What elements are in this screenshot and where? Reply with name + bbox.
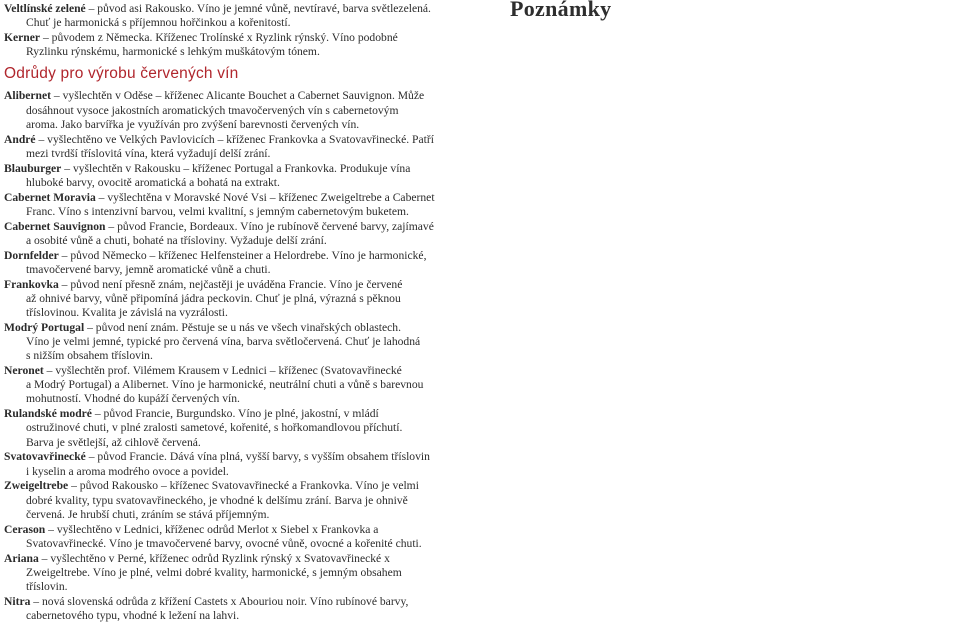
- variety-text: – vyšlechtěn v Rakousku – kříženec Portugal a Frankovka. Produkuje vína: [61, 161, 411, 175]
- variety-name: Modrý Portugal: [4, 320, 85, 334]
- variety-description-line: [4, 292, 472, 306]
- variety-description-line: [4, 335, 472, 349]
- variety-description-first-line: [4, 162, 472, 176]
- variety-text: a osobité vůně a chuti, bohaté na třísloviny. Vyžaduje delší zrání.: [26, 233, 327, 247]
- variety-text: s nižším obsahem tříslovin.: [26, 349, 153, 363]
- variety-text: – nová slovenská odrůda z křížení Castets x Abouriou noir. Víno rubínové barvy,: [30, 594, 409, 608]
- variety-description-line: [4, 566, 472, 580]
- variety-text: mezi tvrdší tříslovitá vína, která vyžadují delší zrání.: [26, 146, 271, 160]
- variety-entry: [4, 220, 472, 248]
- variety-description-line: [4, 378, 472, 392]
- variety-text: i kyselin a aroma modrého ovoce a povidel.: [26, 464, 229, 478]
- variety-description-line: [4, 494, 472, 508]
- variety-description-first-line: [4, 89, 472, 103]
- variety-text: – původ Francie, Burgundsko. Víno je plné, jakostní, v mládí: [91, 407, 379, 421]
- variety-name: Ariana: [4, 551, 39, 565]
- variety-entry: [4, 552, 472, 595]
- variety-text: aroma. Jako barvířka je využíván pro zvýšení barevnosti červených vín.: [26, 117, 360, 131]
- variety-name: André: [4, 132, 36, 146]
- variety-text: – původ Rakousko – kříženec Svatovavřinecké a Frankovka. Víno je velmi: [68, 479, 419, 493]
- variety-name: Zweigeltrebe: [4, 479, 69, 493]
- variety-description-first-line: [4, 479, 472, 493]
- variety-description-first-line: [4, 31, 472, 45]
- variety-text: cabernetového typu, vhodné k ležení na lahvi.: [26, 609, 240, 623]
- notes-title: Poznámky: [510, 0, 612, 21]
- variety-description-first-line: [4, 595, 472, 609]
- variety-entry: [4, 89, 472, 132]
- variety-entry: [4, 407, 472, 450]
- variety-name: Alibernet: [4, 89, 52, 103]
- variety-text: hluboké barvy, ovocitě aromatická a bohatá na extrakt.: [26, 175, 280, 189]
- variety-text: ostružinové chuti, v plné zralosti sametové, kořenité, s hořkomandlovou příchutí.: [26, 421, 403, 435]
- variety-text: Zweigeltrebe. Víno je plné, velmi dobré kvality, harmonické, s jemným obsahem: [26, 565, 402, 579]
- variety-text: Chuť je harmonická s příjemnou hořčinkou a kořenitostí.: [26, 16, 291, 30]
- variety-text: tříslovinou. Kvalita je závislá na vyzrálosti.: [26, 306, 228, 320]
- section-heading-red-wines: Odrůdy pro výrobu červených vín: [4, 65, 239, 83]
- variety-description-line: [4, 537, 472, 551]
- variety-entry: [4, 191, 472, 219]
- variety-description-line: [4, 16, 472, 30]
- variety-description-first-line: [4, 321, 472, 335]
- variety-name: Veltlínské zelené: [4, 2, 86, 15]
- variety-text: – původ Francie, Bordeaux. Víno je rubínově červené barvy, zajímavé: [105, 219, 434, 233]
- variety-text: Víno je velmi jemné, typické pro červená vína, barva světločervená. Chuť je lahodná: [26, 335, 421, 349]
- variety-text: – vyšlechtěno v Perné, kříženec odrůd Ryzlink rýnský x Svatovavřinecké x: [38, 551, 390, 565]
- variety-name: Cabernet Moravia: [4, 190, 96, 204]
- variety-description-first-line: [4, 552, 472, 566]
- variety-description-line: [4, 421, 472, 435]
- variety-text: – vyšlechtěna v Moravské Nové Vsi – kříženec Zweigeltrebe a Cabernet: [95, 190, 435, 204]
- variety-text: Ryzlinku rýnskému, harmonické s lehkým muškátovým tónem.: [26, 45, 320, 59]
- variety-description-line: [4, 147, 472, 161]
- variety-description-line: [4, 465, 472, 479]
- variety-entry: [4, 31, 472, 59]
- variety-description-line: [4, 508, 472, 522]
- variety-text: – původem z Německa. Kříženec Trolínské x Ryzlink rýnský. Víno podobné: [40, 31, 398, 44]
- variety-text: – vyšlechtěn prof. Vilémem Krausem v Lednici – kříženec (Svatovavřinecké: [43, 364, 402, 378]
- variety-name: Cabernet Sauvignon: [4, 219, 106, 233]
- varieties-column: [4, 2, 472, 624]
- variety-entry: [4, 450, 472, 478]
- variety-description-line: [4, 609, 472, 623]
- variety-description-first-line: [4, 2, 472, 16]
- variety-description-first-line: [4, 220, 472, 234]
- variety-text: Barva je světlejší, až cihlově červená.: [26, 435, 201, 449]
- variety-description-line: [4, 436, 472, 450]
- variety-entry: [4, 133, 472, 161]
- variety-text: dosáhnout vysoce jakostních aromatických tmavočervených vín s cabernetovým: [26, 103, 399, 117]
- variety-text: – původ Francie. Dává vína plná, vyšší barvy, s vyšším obsahem tříslovin: [85, 450, 430, 464]
- variety-description-line: [4, 306, 472, 320]
- variety-entry: [4, 595, 472, 623]
- variety-text: Franc. Víno s intenzivní barvou, velmi kvalitní, s jemným cabernetovým buketem.: [26, 204, 409, 218]
- variety-description-line: [4, 118, 472, 132]
- white-wine-list: [4, 2, 472, 59]
- variety-description-line: [4, 349, 472, 363]
- variety-text: a Modrý Portugal) a Alibernet. Víno je harmonické, neutrální chuti a vůně s barevnou: [26, 378, 424, 392]
- variety-text: – původ asi Rakousko. Víno je jemné vůně, nevtíravé, barva světlezelená.: [85, 2, 431, 15]
- variety-entry: [4, 364, 472, 407]
- variety-text: tmavočervené barvy, jemně aromatické vůně a chuti.: [26, 262, 271, 276]
- variety-description-first-line: [4, 523, 472, 537]
- variety-text: tříslovin.: [26, 580, 68, 594]
- variety-name: Rulandské modré: [4, 407, 92, 421]
- variety-text: – vyšlechtěno ve Velkých Pavlovicích – kříženec Frankovka a Svatovavřinecké. Patří: [35, 132, 434, 146]
- variety-name: Kerner: [4, 31, 41, 44]
- variety-description-first-line: [4, 407, 472, 421]
- variety-text: – vyšlechtěn v Oděse – kříženec Alicante Bouchet a Cabernet Sauvignon. Může: [51, 89, 425, 103]
- variety-name: Frankovka: [4, 277, 59, 291]
- variety-entry: [4, 162, 472, 190]
- variety-description-line: [4, 263, 472, 277]
- red-wine-list: [4, 89, 472, 623]
- variety-description-line: [4, 104, 472, 118]
- variety-description-line: [4, 45, 472, 59]
- variety-description-line: [4, 234, 472, 248]
- variety-name: Dornfelder: [4, 248, 59, 262]
- variety-entry: [4, 278, 472, 321]
- variety-entry: [4, 321, 472, 364]
- variety-entry: [4, 249, 472, 277]
- variety-text: mohutností. Vhodné do kupáží červených vín.: [26, 392, 240, 406]
- variety-text: – původ Německo – kříženec Helfensteiner a Helordrebe. Víno je harmonické,: [58, 248, 427, 262]
- variety-entry: [4, 523, 472, 551]
- variety-text: Svatovavřinecké. Víno je tmavočervené barvy, ovocné vůně, ovocné a kořenité chuti.: [26, 536, 422, 550]
- variety-description-first-line: [4, 249, 472, 263]
- variety-name: Neronet: [4, 364, 44, 378]
- variety-entry: [4, 2, 472, 30]
- variety-description-line: [4, 580, 472, 594]
- variety-description-line: [4, 392, 472, 406]
- variety-text: – původ není znám. Pěstuje se u nás ve všech vinařských oblastech.: [84, 320, 402, 334]
- variety-description-first-line: [4, 133, 472, 147]
- variety-text: červená. Je hrubší chuti, zráním se stává příjemným.: [26, 507, 270, 521]
- variety-text: dobré kvality, typu svatovavřineckého, je vhodné k delšímu zrání. Barva je ohnivě: [26, 493, 408, 507]
- variety-entry: [4, 479, 472, 522]
- variety-name: Svatovavřinecké: [4, 450, 86, 464]
- variety-text: až ohnivé barvy, vůně připomíná jádra peckovin. Chuť je plná, výrazná s pěknou: [26, 291, 401, 305]
- variety-text: – vyšlechtěno v Lednici, kříženec odrůd Merlot x Siebel x Frankovka a: [45, 522, 379, 536]
- variety-name: Cerason: [4, 522, 46, 536]
- variety-description-first-line: [4, 191, 472, 205]
- variety-description-first-line: [4, 450, 472, 464]
- variety-description-first-line: [4, 364, 472, 378]
- variety-name: Nitra: [4, 594, 31, 608]
- variety-text: – původ není přesně znám, nejčastěji je uváděna Francie. Víno je červené: [58, 277, 403, 291]
- variety-description-line: [4, 176, 472, 190]
- variety-description-line: [4, 205, 472, 219]
- variety-description-first-line: [4, 278, 472, 292]
- variety-name: Blauburger: [4, 161, 62, 175]
